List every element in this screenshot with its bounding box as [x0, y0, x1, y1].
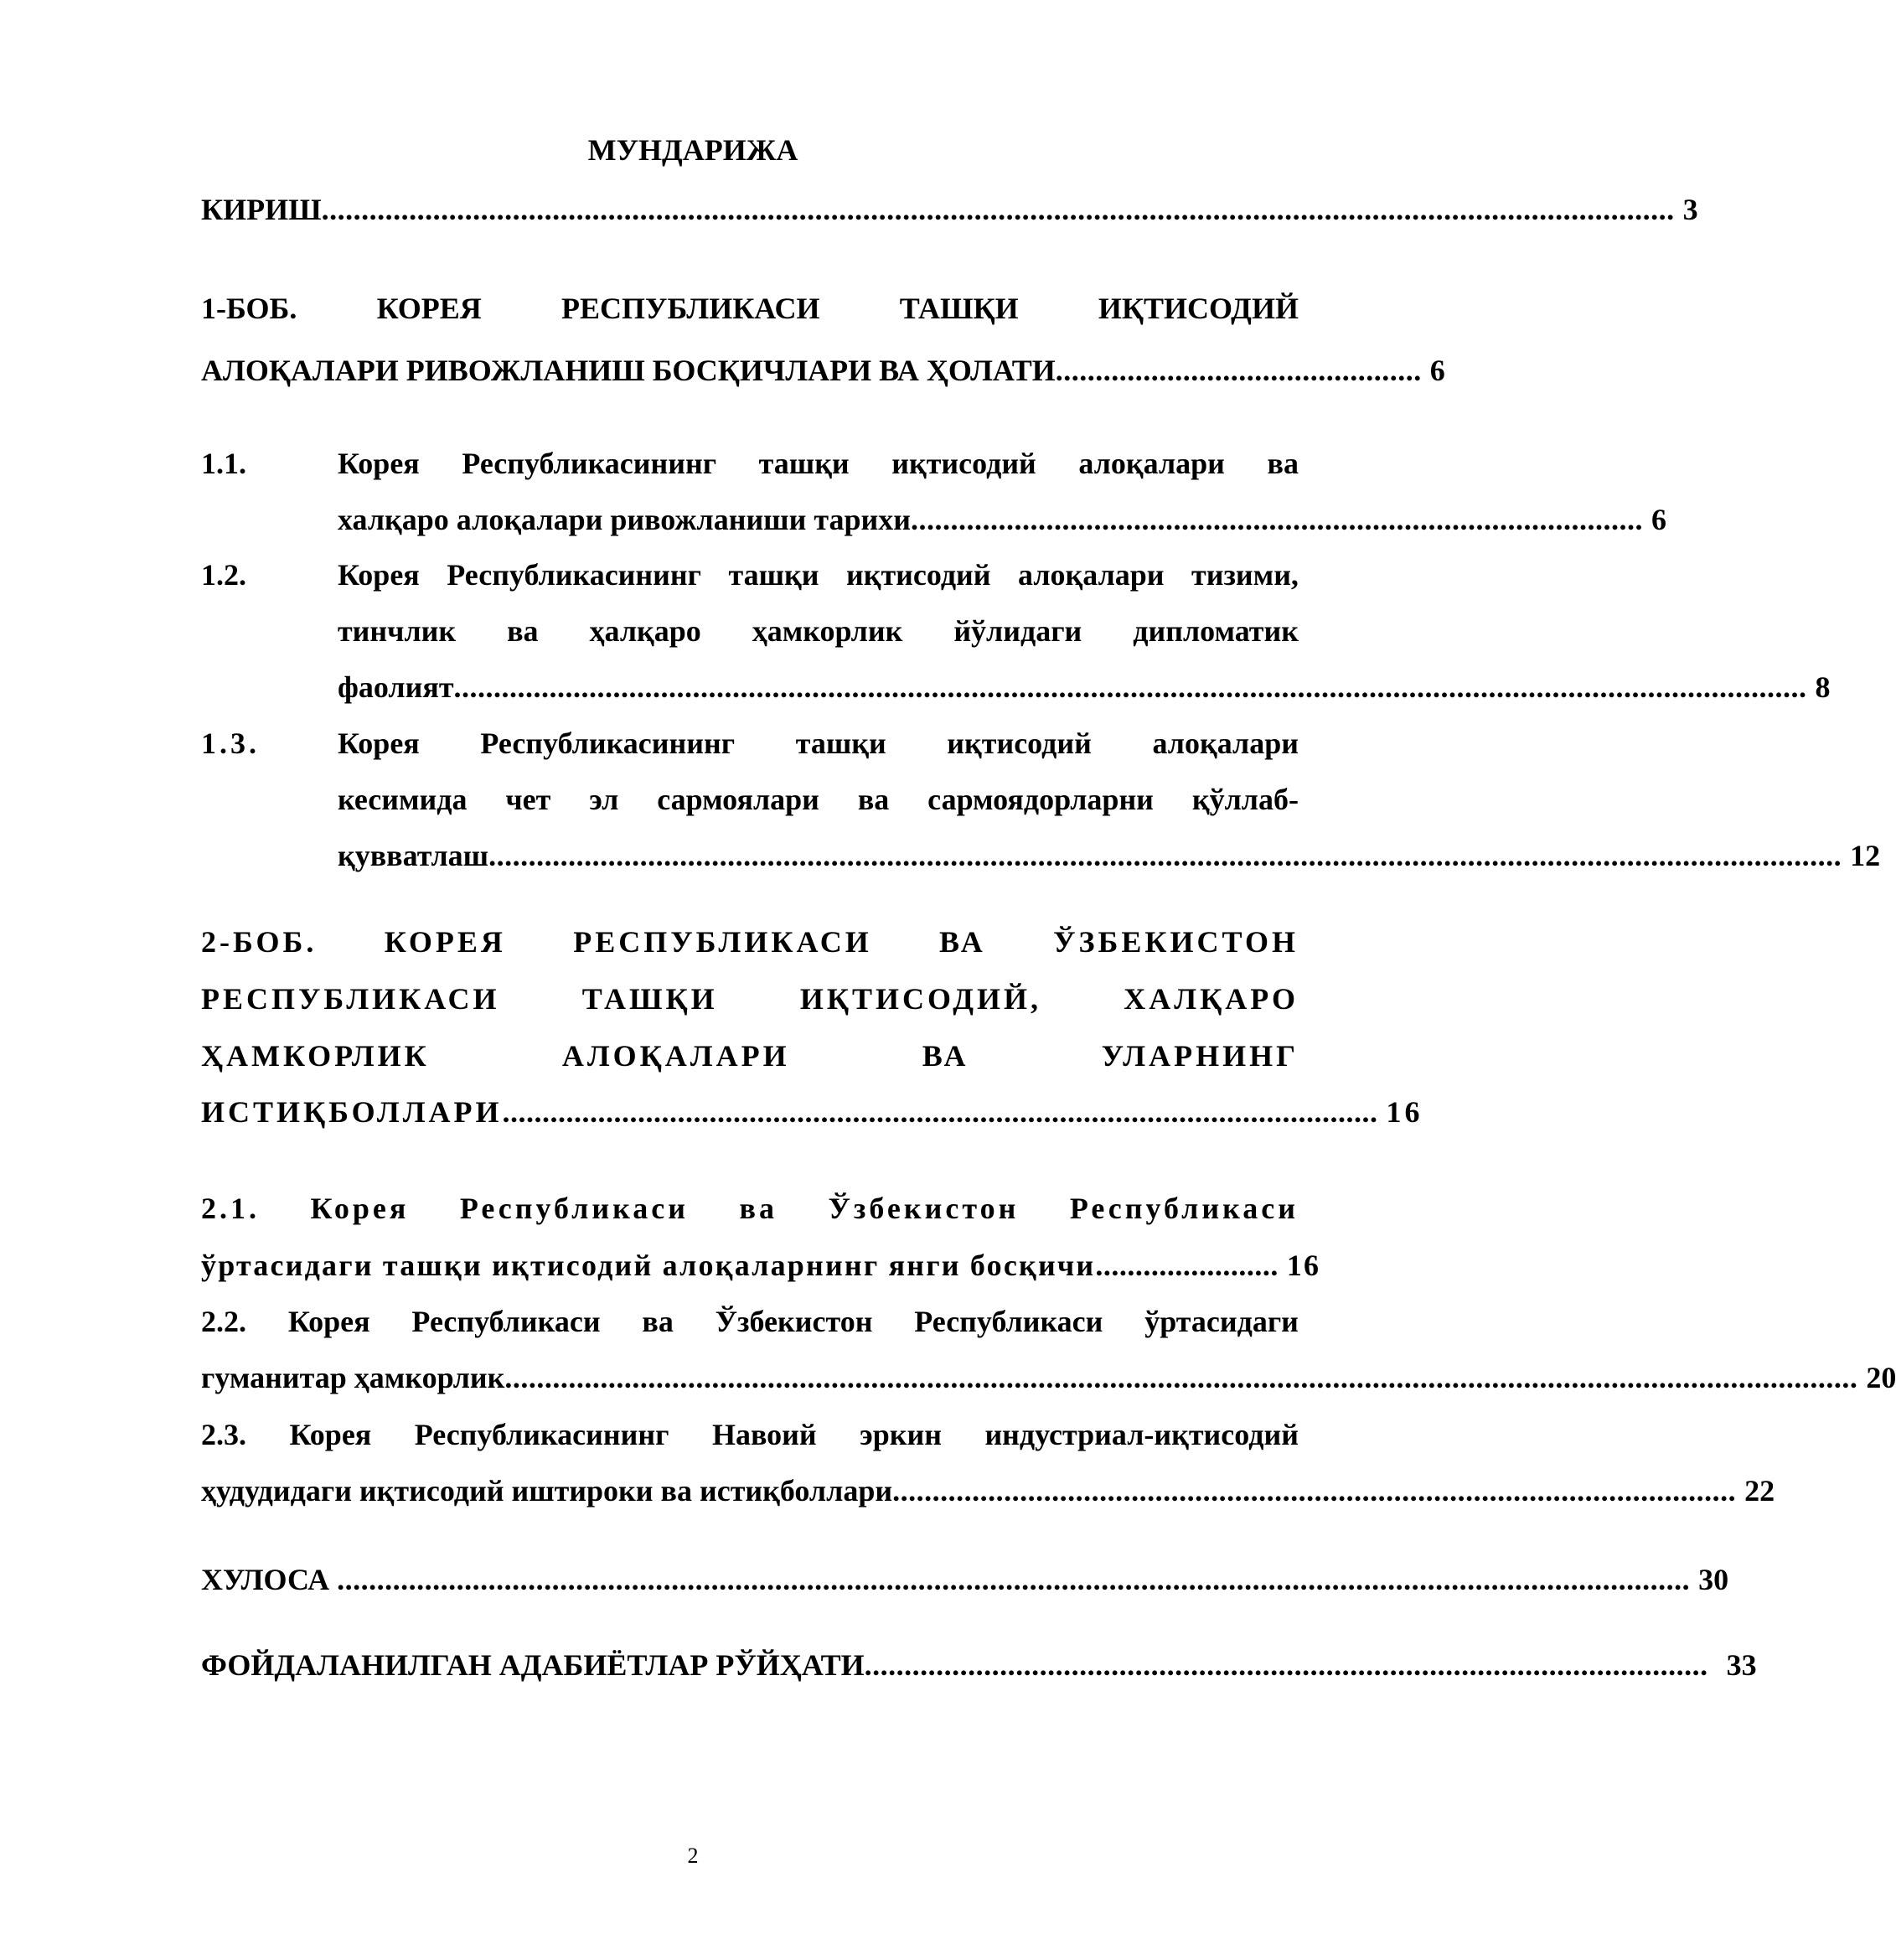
dot-leader: ..........................................................................................................................................................................	[504, 1361, 1858, 1394]
word: ИҚТИСОДИЙ,	[799, 982, 1041, 1016]
word: ТАШҚИ	[581, 982, 718, 1016]
word: ва	[642, 1305, 674, 1338]
word: ЎЗБЕКИСТОН	[1053, 925, 1299, 959]
word: ташқи	[728, 558, 819, 592]
toc-section-1-3-line-1[interactable]	[338, 725, 1299, 762]
word: ва	[1267, 447, 1299, 480]
dot-leader: ..........................................................................................................................................................................	[453, 670, 1807, 704]
word: Республикаси	[914, 1305, 1103, 1338]
word: сармоядорларни	[927, 783, 1154, 816]
toc-chapter-2-line-4[interactable]	[201, 1094, 1423, 1130]
toc-page-number: 3	[1682, 193, 1698, 226]
word: алоқалари	[1152, 727, 1299, 760]
word: 2.2.	[201, 1305, 246, 1338]
word: ҳамкорлик	[752, 614, 903, 648]
toc-entry-label: АЛОҚАЛАРИ РИВОЖЛАНИШ БОСҚИЧЛАРИ ВА ҲОЛАТИ	[201, 354, 1056, 387]
section-number: 1.2.	[201, 558, 246, 592]
toc-page-number: 33	[1726, 1648, 1757, 1682]
toc-section-1-3-line-3[interactable]	[338, 837, 1881, 874]
dot-leader: .......................	[1095, 1249, 1279, 1282]
toc-section-2-3-line-1[interactable]	[201, 1416, 1299, 1453]
word: эркин	[860, 1418, 942, 1451]
word: эл	[589, 783, 619, 816]
word: РЕСПУБЛИКАСИ	[201, 982, 500, 1016]
word: йўлидаги	[953, 614, 1082, 648]
toc-entry-label: фаолият	[338, 670, 454, 704]
word: сармоялари	[657, 783, 819, 816]
dot-leader: ..............................................................................................................	[502, 1095, 1378, 1129]
word: Республикаси	[1069, 1192, 1299, 1225]
word: кесимида	[338, 783, 468, 816]
toc-page-number: 6	[1429, 354, 1445, 387]
word: Корея	[310, 1192, 410, 1225]
dot-leader: ..........................................................................................................	[864, 1648, 1708, 1682]
word: Республикаси	[459, 1192, 689, 1225]
word: Республикасининг	[447, 558, 701, 592]
word: КОРЕЯ	[376, 292, 482, 325]
toc-page-number: 20	[1866, 1361, 1896, 1394]
toc-entry-label: ИСТИҚБОЛЛАРИ	[201, 1095, 503, 1129]
word: ВА	[939, 925, 986, 959]
toc-entry-conclusion[interactable]	[201, 1561, 1729, 1598]
word: 2.1.	[201, 1192, 260, 1225]
word: Корея	[289, 1418, 372, 1451]
word: иқтисодий	[947, 727, 1092, 760]
word: Корея	[338, 727, 420, 760]
toc-page-number: 16	[1386, 1095, 1423, 1129]
toc-section-1-3-line-2[interactable]	[338, 781, 1299, 818]
toc-section-1-1-line-2[interactable]	[338, 501, 1666, 538]
toc-page-number: 6	[1651, 503, 1666, 536]
toc-section-2-2-line-1[interactable]	[201, 1303, 1299, 1340]
toc-section-1-2-line-3[interactable]	[338, 669, 1831, 706]
word: тизими,	[1191, 558, 1299, 592]
toc-page-number: 30	[1698, 1563, 1729, 1596]
word: ташқи	[758, 447, 850, 480]
word: 2-БОБ.	[201, 925, 318, 959]
word: Корея	[338, 558, 420, 592]
word: ИҚТИСОДИЙ	[1098, 292, 1299, 325]
word: 1-БОБ.	[201, 292, 297, 325]
word: ва	[507, 614, 539, 648]
toc-section-2-3-line-2[interactable]	[201, 1472, 1775, 1509]
word: УЛАРНИНГ	[1101, 1039, 1299, 1073]
dot-leader: ..........................................................................................................	[892, 1474, 1737, 1507]
word: ҲАМКОРЛИК	[201, 1039, 430, 1073]
word: Корея	[338, 447, 420, 480]
toc-page-number: 16	[1286, 1249, 1321, 1282]
word: Ўзбекистон	[828, 1192, 1020, 1225]
toc-entry-label: қувватлаш	[338, 839, 489, 872]
page-number: 2	[687, 1844, 699, 1868]
word: алоқалари	[1078, 447, 1225, 480]
word: дипломатик	[1133, 614, 1299, 648]
section-number: 1.3.	[201, 727, 260, 760]
toc-section-2-1-line-1[interactable]	[201, 1190, 1299, 1227]
toc-section-2-1-line-2[interactable]	[201, 1247, 1321, 1284]
word: қўллаб-	[1191, 783, 1299, 816]
toc-page-number: 8	[1815, 670, 1831, 704]
word: ХАЛҚАРО	[1124, 982, 1299, 1016]
word: Республикасининг	[480, 727, 736, 760]
dot-leader: ..........................................................................................................................................................................	[321, 193, 1675, 226]
toc-entry-intro[interactable]	[201, 191, 1698, 228]
word: алоқалари	[1018, 558, 1165, 592]
toc-section-1-2-line-2[interactable]	[338, 613, 1299, 649]
section-number: 1.1.	[201, 447, 246, 480]
word: иқтисодий	[845, 558, 991, 592]
word: РЕСПУБЛИКАСИ	[561, 292, 820, 325]
toc-entry-label: гуманитар ҳамкорлик	[201, 1361, 505, 1394]
dot-leader: ..........................................................................................................................................................................	[488, 839, 1842, 872]
toc-chapter-2-line-1[interactable]	[201, 923, 1299, 960]
toc-entry-label: халқаро алоқалари ривожланиши тарихи	[338, 503, 911, 536]
word: иқтисодий	[891, 447, 1036, 480]
word: КОРЕЯ	[384, 925, 506, 959]
toc-section-2-2-line-2[interactable]	[201, 1359, 1896, 1396]
word: ВА	[922, 1039, 969, 1073]
toc-entry-label: ҳудудидаги иқтисодий иштироки ва истиқболлари	[201, 1474, 893, 1507]
toc-entry-references[interactable]	[201, 1647, 1757, 1683]
word: ва	[739, 1192, 778, 1225]
word: ташқи	[795, 727, 886, 760]
toc-entry-label: КИРИШ	[201, 193, 322, 226]
dot-leader: ............................................................................................	[910, 503, 1643, 536]
word: АЛОҚАЛАРИ	[561, 1039, 790, 1073]
dot-leader: ..........................................................................................................................................................................	[337, 1563, 1691, 1596]
word: Навоий	[711, 1418, 817, 1451]
word: 2.3.	[201, 1418, 246, 1451]
word: ўртасидаги	[1144, 1305, 1299, 1338]
word: Корея	[287, 1305, 370, 1338]
word: РЕСПУБЛИКАСИ	[573, 925, 872, 959]
toc-chapter-2-line-2[interactable]	[201, 980, 1299, 1017]
dot-leader: ..............................................	[1055, 354, 1422, 387]
word: Республикасининг	[414, 1418, 669, 1451]
toc-chapter-1-line-1[interactable]	[201, 290, 1299, 327]
word: тинчлик	[338, 614, 457, 648]
word: Республикаси	[411, 1305, 601, 1338]
toc-page-number: 22	[1744, 1474, 1775, 1507]
toc-entry-label: ФОЙДАЛАНИЛГАН АДАБИЁТЛАР РЎЙҲАТИ	[201, 1648, 865, 1682]
word: индустриал-иқтисодий	[984, 1418, 1299, 1451]
word: ва	[857, 783, 890, 816]
word: Ўзбекистон	[715, 1305, 873, 1338]
toc-title: МУНДАРИЖА	[587, 133, 798, 167]
word: ҳалқаро	[589, 614, 701, 648]
toc-entry-label: ўртасидаги ташқи иқтисодий алоқаларнинг янги босқичи	[201, 1249, 1096, 1282]
toc-section-1-1-line-1[interactable]	[338, 445, 1299, 482]
toc-chapter-2-line-3[interactable]	[201, 1037, 1299, 1074]
word: чет	[505, 783, 551, 816]
toc-chapter-1-line-2[interactable]	[201, 352, 1445, 389]
word: Республикасининг	[462, 447, 717, 480]
toc-entry-label: ХУЛОСА	[201, 1563, 338, 1596]
toc-page-number: 12	[1850, 839, 1881, 872]
toc-section-1-2-line-1[interactable]	[338, 556, 1299, 593]
word: ТАШҚИ	[899, 292, 1019, 325]
